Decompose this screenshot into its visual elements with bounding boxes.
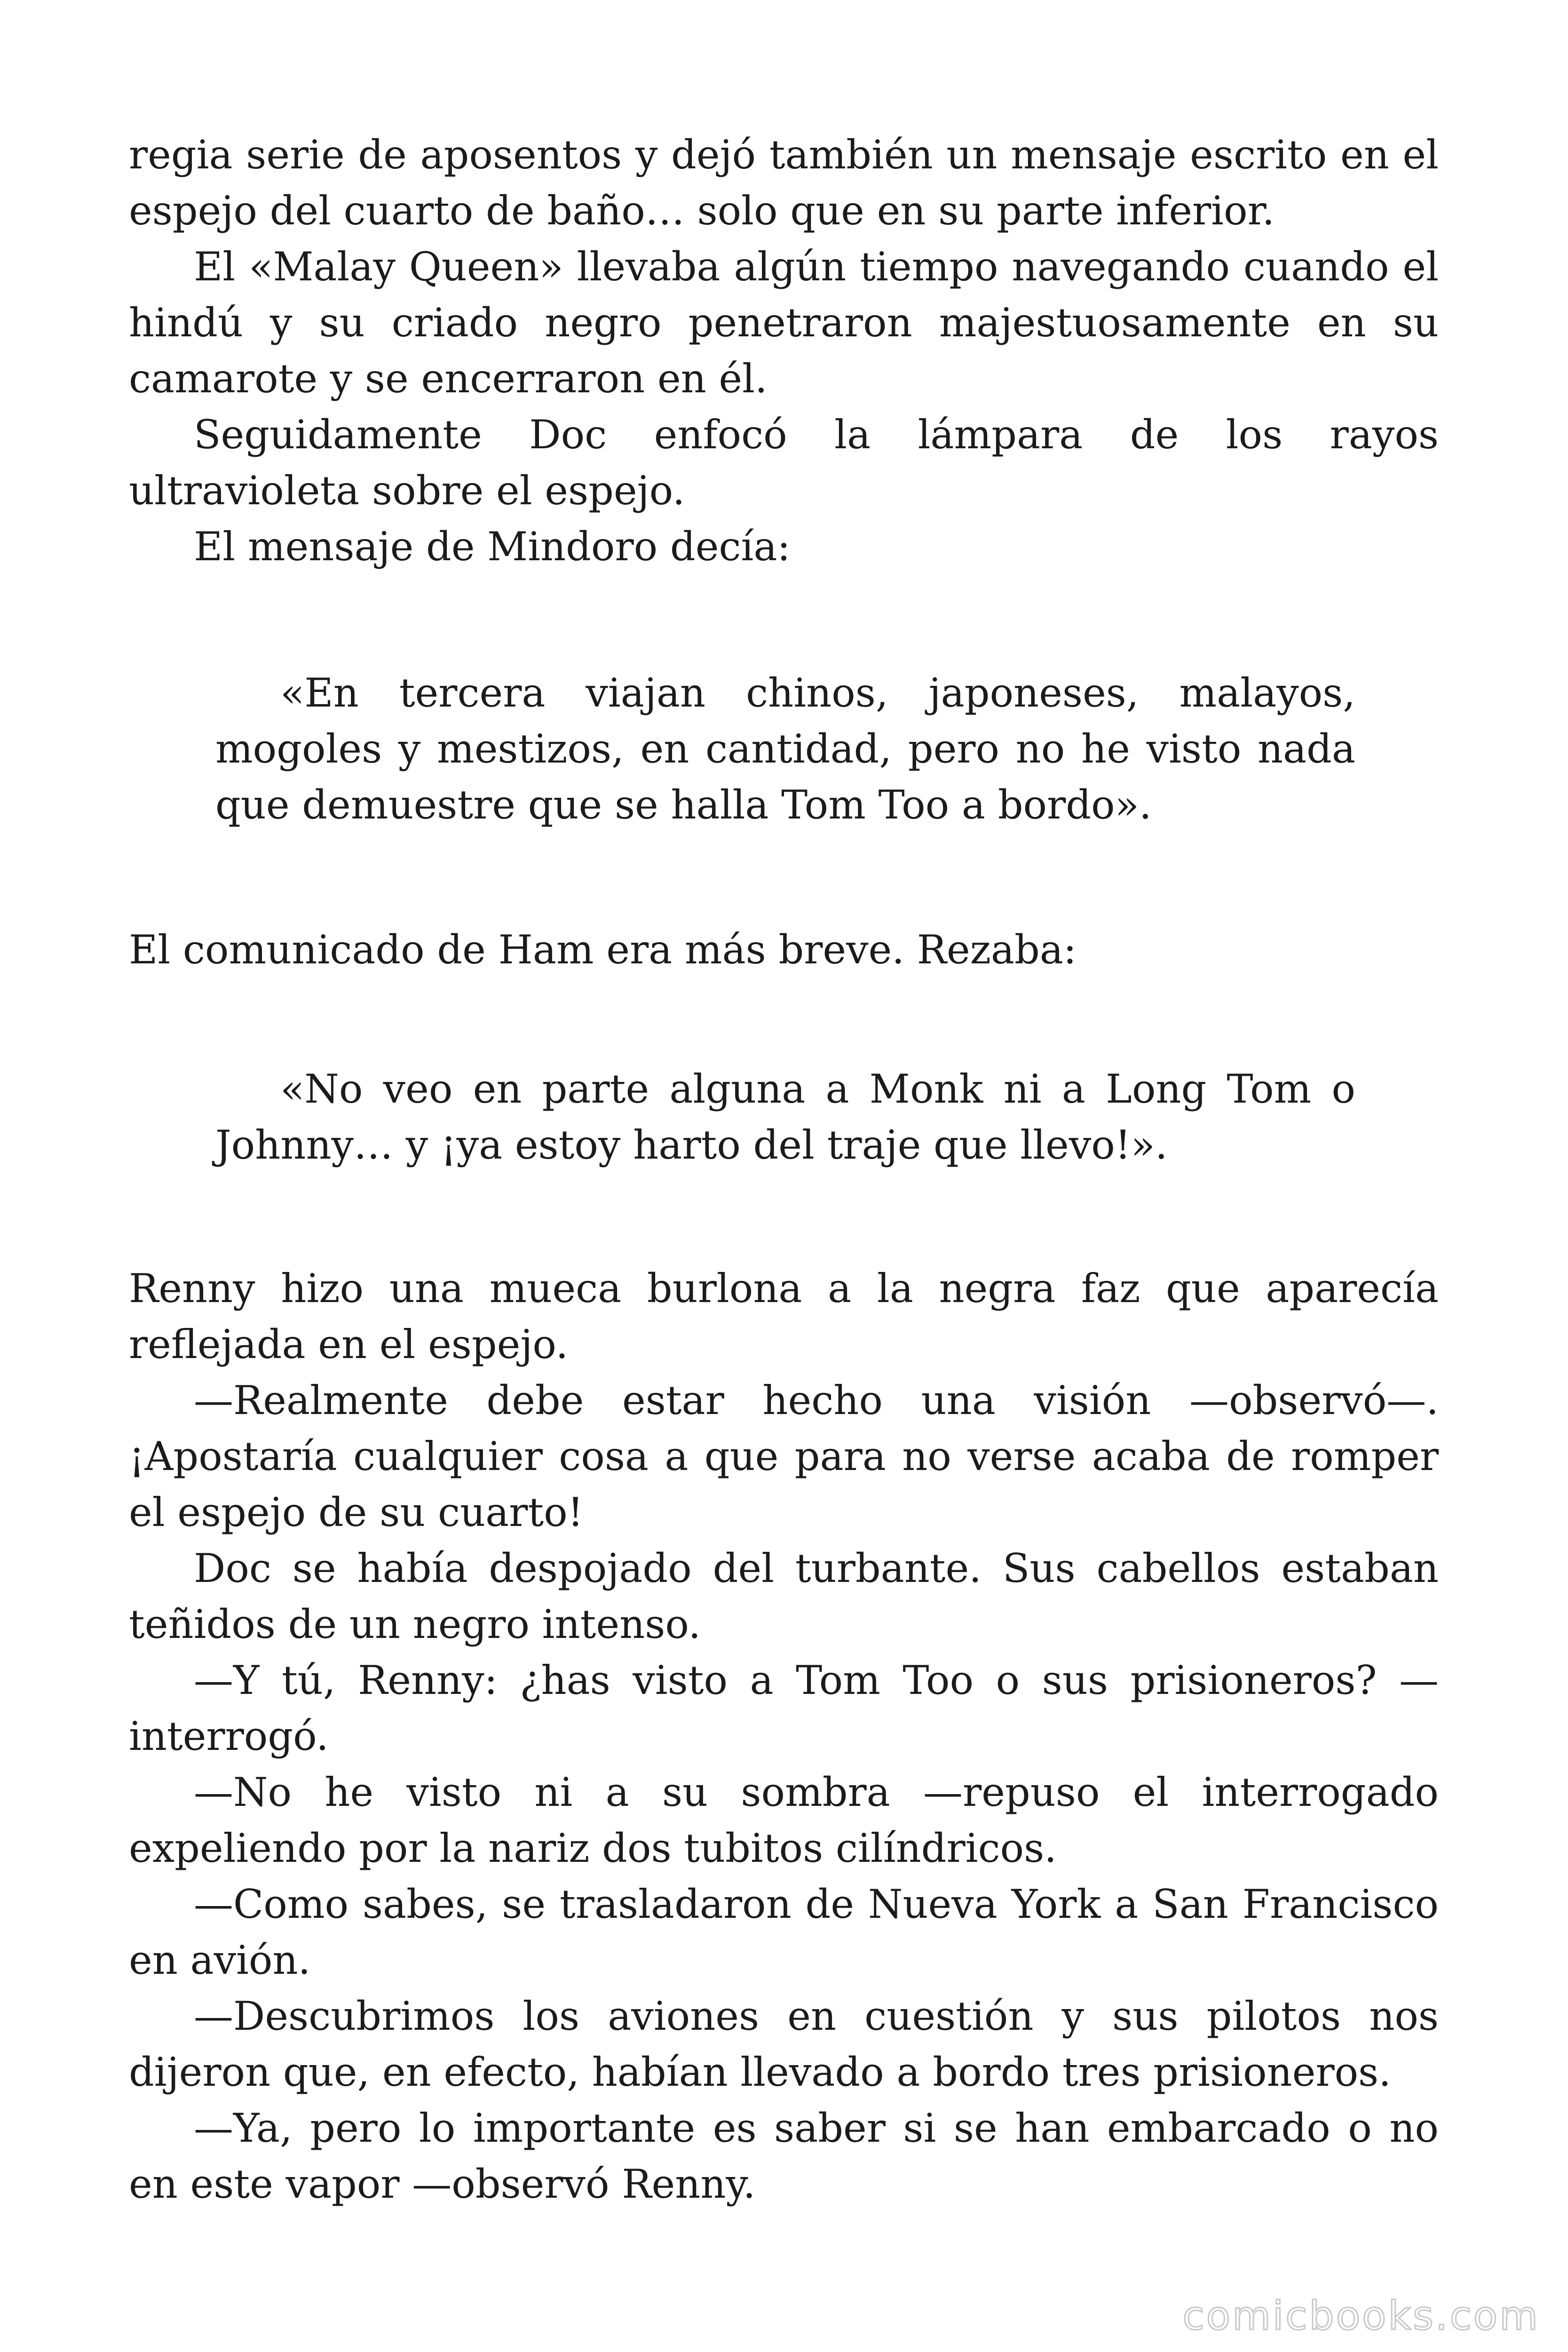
paragraph: —Ya, pero lo importante es saber si se han embarcado o no en este vapor —observó Renny. — [129, 2105, 1439, 2207]
paragraph: —Realmente debe estar hecho una visión —observó—. ¡Apostaría cualquier cosa a que para no verse acaba de romper el espejo de su cuarto! — [129, 1377, 1439, 1535]
paragraph: Renny hizo una mueca burlona a la negra faz que aparecía reflejada en el espejo. — [129, 1265, 1439, 1367]
watermark-logo: comicbooks.com — [1182, 2293, 1540, 2339]
paragraph: —No he visto ni a su sombra —repuso el interrogado expeliendo por la nariz dos tubitos cilíndricos. — [129, 1769, 1439, 1871]
paragraph: regia serie de aposentos y dejó también un mensaje escrito en el espejo del cuarto de baño… solo que en su parte inferior. — [129, 132, 1439, 234]
paragraph: El mensaje de Mindoro decía: — [194, 524, 791, 570]
paragraph: —Y tú, Renny: ¿has visto a Tom Too o sus prisioneros? —interrogó. — [129, 1657, 1439, 1759]
paragraph: El «Malay Queen» llevaba algún tiempo navegando cuando el hindú y su criado negro penetraron majestuosamente en su camarote y se encerraron en él. — [129, 244, 1439, 402]
paragraph: Seguidamente Doc enfocó la lámpara de los rayos ultravioleta sobre el espejo. — [129, 412, 1439, 514]
quoted-message-mindoro — [215, 665, 1355, 833]
paragraph: El comunicado de Ham era más breve. Rezaba: — [129, 927, 1077, 973]
text-block-bottom — [129, 1261, 1439, 2212]
quote-text: «En tercera viajan chinos, japoneses, malayos, mogoles y mestizos, en cantidad, pero no he visto nada que demuestre que se halla Tom Too a bordo». — [215, 670, 1355, 828]
paragraph: —Descubrimos los aviones en cuestión y sus pilotos nos dijeron que, en efecto, habían llevado a bordo tres prisioneros. — [129, 1993, 1439, 2095]
quote-text: «No veo en parte alguna a Monk ni a Long Tom o Johnny… y ¡ya estoy harto del traje que llevo!». — [215, 1066, 1355, 1168]
text-block-top — [129, 127, 1439, 575]
paragraph: Doc se había despojado del turbante. Sus cabellos estaban teñidos de un negro intenso. — [129, 1545, 1439, 1647]
paragraph: —Como sabes, se trasladaron de Nueva York a San Francisco en avión. — [129, 1881, 1439, 1983]
quoted-message-ham — [215, 1061, 1355, 1173]
text-block-middle — [129, 922, 1439, 978]
